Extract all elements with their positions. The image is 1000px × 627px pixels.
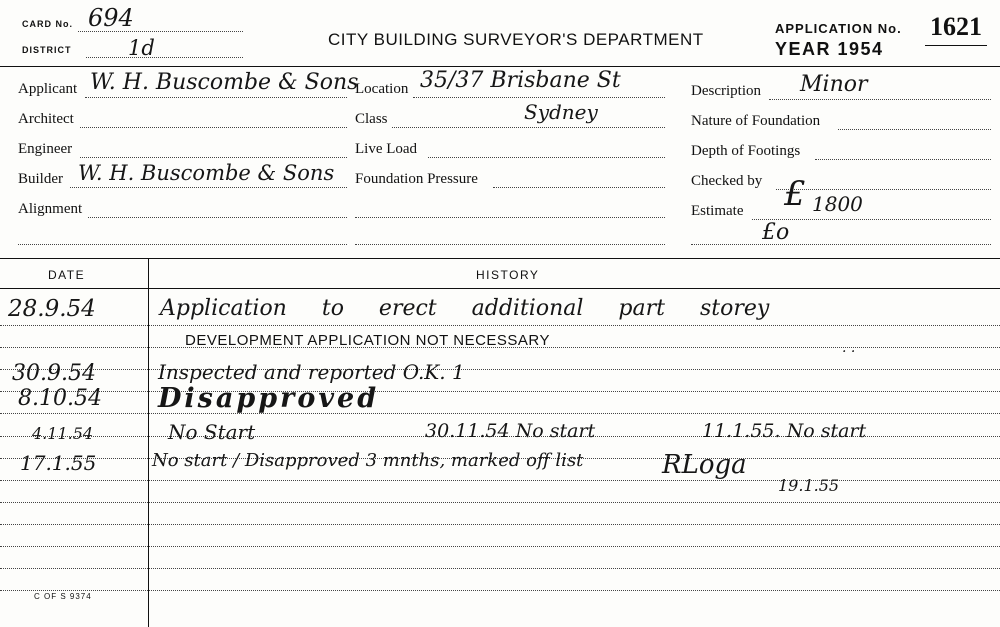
- history-ruled-line: [0, 590, 1000, 591]
- application-no-underline: [925, 45, 987, 46]
- nature-of-foundation-label: Nature of Foundation: [691, 113, 821, 129]
- entry-date: 17.1.55: [20, 451, 97, 475]
- date-column-divider: [148, 258, 149, 627]
- print-code: C OF S 9374: [34, 592, 92, 601]
- estimate-extra-mark: £o: [762, 220, 790, 245]
- estimate-value: 1800: [812, 192, 863, 216]
- year: YEAR 1954: [775, 39, 884, 59]
- entry-text: No Start: [168, 420, 256, 444]
- foundation-pressure-label: Foundation Pressure: [355, 171, 478, 187]
- history-ruled-line: [0, 413, 1000, 414]
- checked-by-label: Checked by: [691, 173, 763, 189]
- entry-text: No start / Disapproved 3 mnths, marked off list: [152, 450, 584, 471]
- history-header-rule: [0, 288, 1000, 289]
- history-ruled-line: [0, 391, 1000, 392]
- history-ruled-line: [0, 325, 1000, 326]
- entry-date: 30.9.54: [12, 361, 96, 386]
- applicant-value: W. H. Buscombe & Sons: [90, 70, 359, 95]
- application-no-label: APPLICATION No.: [775, 21, 902, 36]
- history-ruled-line: [0, 546, 1000, 547]
- entry-note: 11.1.55. No start: [702, 420, 867, 442]
- development-application-stamp: DEVELOPMENT APPLICATION NOT NECESSARY: [185, 332, 550, 349]
- date-header: DATE: [48, 268, 86, 282]
- depth-of-footings-label: Depth of Footings: [691, 143, 801, 159]
- location-label: Location: [355, 81, 409, 97]
- department-title: CITY BUILDING SURVEYOR'S DEPARTMENT: [328, 30, 704, 49]
- engineer-label: Engineer: [18, 141, 73, 157]
- history-ruled-line: [0, 369, 1000, 370]
- entry-date: 28.9.54: [8, 296, 96, 322]
- district-label: DISTRICT: [22, 45, 72, 55]
- alignment-label: Alignment: [18, 201, 83, 217]
- class-label: Class: [355, 111, 388, 127]
- architect-label: Architect: [18, 111, 74, 127]
- entry-text: Disapproved: [158, 383, 380, 414]
- entry-note: 30.11.54 No start: [425, 420, 596, 442]
- header-rule: [0, 66, 1000, 67]
- district-line: [86, 57, 243, 58]
- dot-marks: . .: [842, 340, 856, 356]
- history-ruled-line: [0, 502, 1000, 503]
- history-ruled-line: [0, 480, 1000, 481]
- location-value-line1: 35/37 Brisbane St: [420, 68, 621, 93]
- estimate-label: Estimate: [691, 203, 744, 219]
- builder-value: W. H. Buscombe & Sons: [78, 161, 335, 185]
- entry-text: Inspected and reported O.K. 1: [158, 360, 465, 384]
- estimate-pound-sign: £: [784, 174, 806, 214]
- entry-text: Application to erect additional part storey: [160, 296, 770, 321]
- description-value: Minor: [800, 72, 868, 97]
- history-ruled-line: [0, 524, 1000, 525]
- history-ruled-line: [0, 568, 1000, 569]
- card-no-value: 694: [88, 4, 134, 32]
- card-no-label: CARD No.: [22, 19, 73, 29]
- officer-signature: RLoga: [662, 450, 747, 480]
- signature-date: 19.1.55: [778, 476, 840, 495]
- builder-label: Builder: [18, 171, 63, 187]
- description-label: Description: [691, 83, 761, 99]
- district-value: 1d: [128, 36, 155, 60]
- live-load-label: Live Load: [355, 141, 418, 157]
- application-no-value: 1621: [930, 12, 982, 41]
- history-header: HISTORY: [476, 268, 540, 282]
- history-top-rule: [0, 258, 1000, 259]
- applicant-label: Applicant: [18, 81, 78, 97]
- location-value-line2: Sydney: [524, 100, 598, 124]
- entry-date: 4.11.54: [32, 424, 94, 443]
- entry-date: 8.10.54: [18, 386, 102, 411]
